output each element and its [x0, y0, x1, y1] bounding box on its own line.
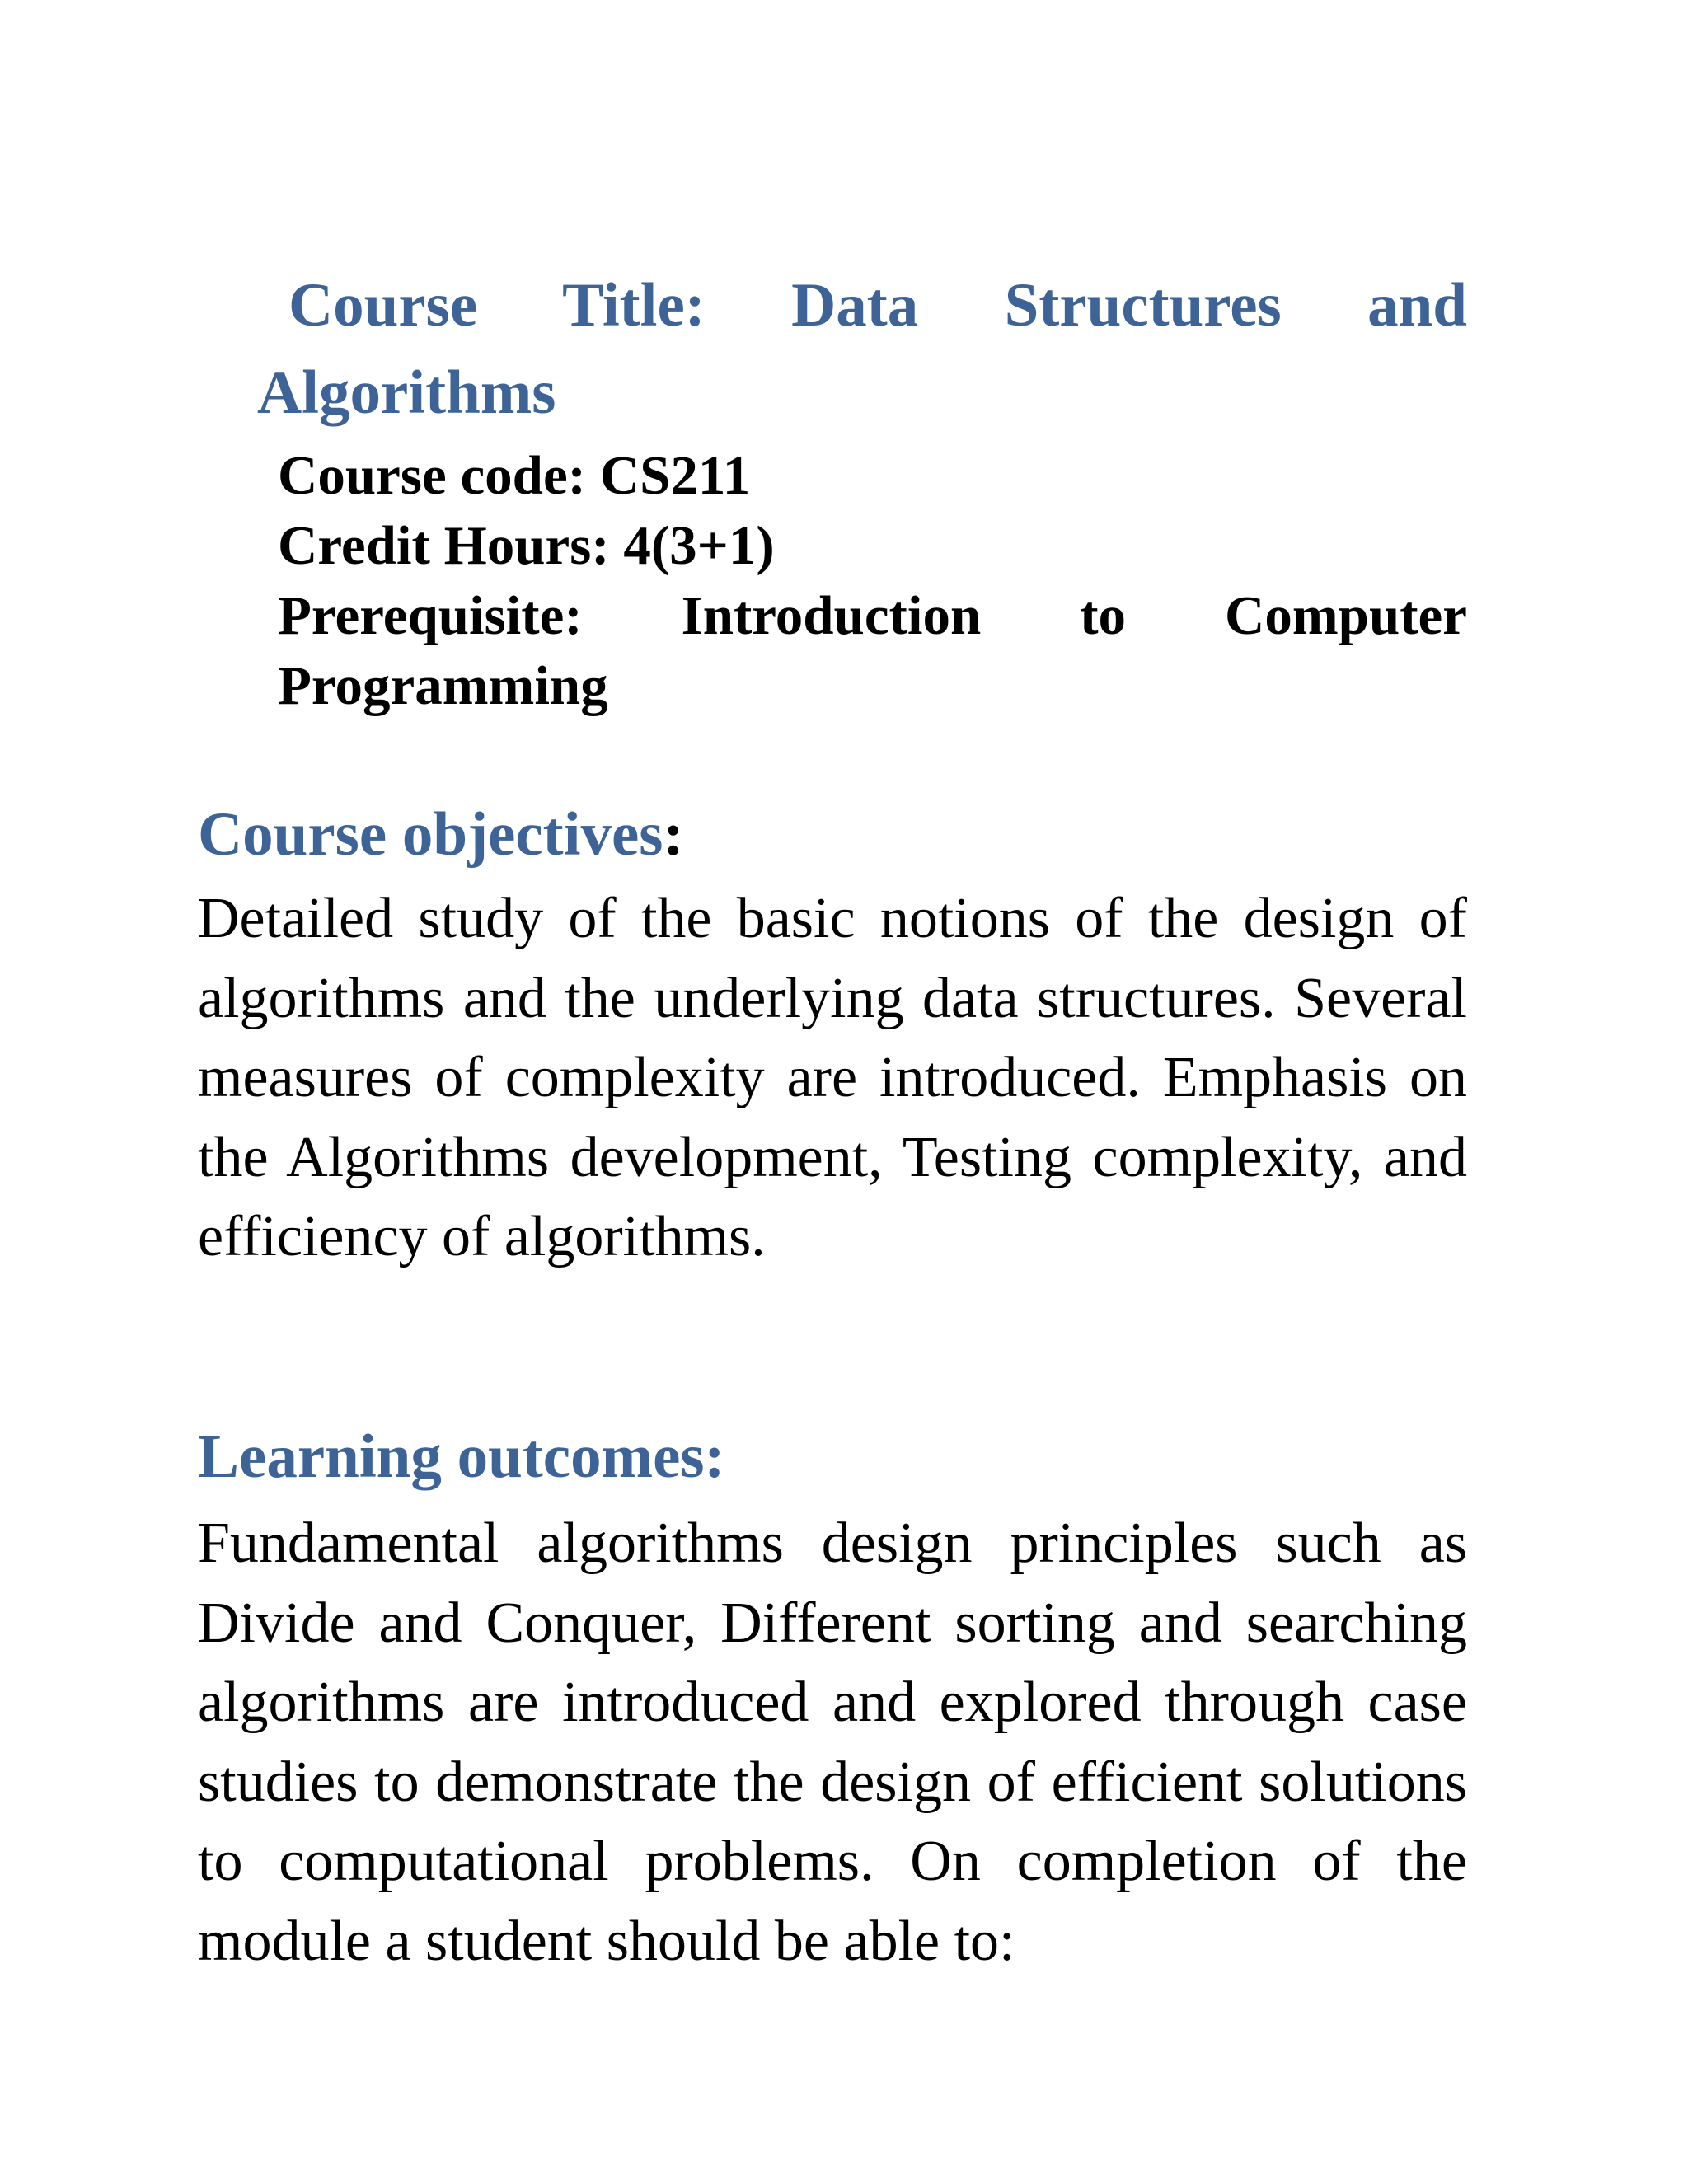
- objectives-heading-colon: :: [663, 800, 684, 869]
- credit-hours: Credit Hours: 4(3+1): [278, 515, 775, 576]
- objectives-heading-text: Course objectives: [198, 800, 663, 869]
- prerequisite: Prerequisite: Introduction to Computer Programming: [278, 585, 1467, 716]
- course-meta: [278, 441, 1467, 721]
- course-code: Course code: CS211: [278, 445, 751, 506]
- objectives-heading: [198, 794, 1467, 876]
- course-title: Course Title: Data Structures and Algorithms: [257, 271, 1467, 427]
- outcomes-heading: Learning outcomes:: [198, 1422, 725, 1491]
- outcomes-paragraph: Fundamental algorithms design principles such as Divide and Conquer, Different sorting and searching algorithms are introduced and explored through case studies to demonstrate the design of efficient solutions to computational problems. On completion of the module a student should be able to:: [198, 1511, 1467, 1973]
- objectives-paragraph: Detailed study of the basic notions of the design of algorithms and the underlying data structures. Several measures of complexity are introduced. Emphasis on the Algorithms development, Testing complexity, and efficiency of algorithms.: [198, 887, 1467, 1268]
